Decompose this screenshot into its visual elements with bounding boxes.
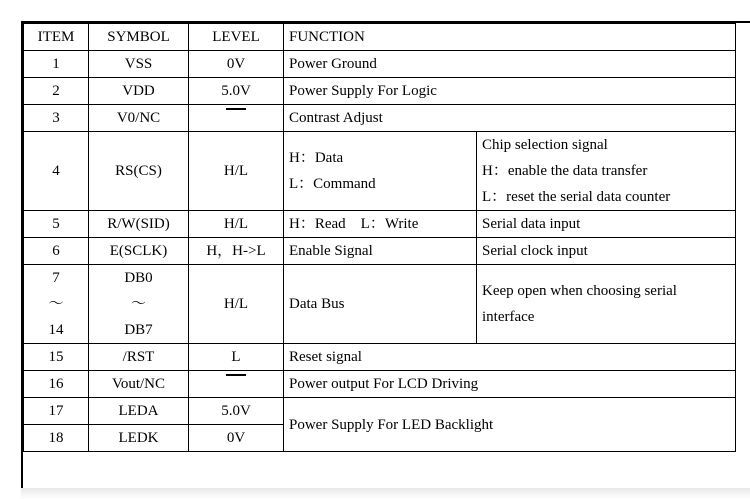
- symbol-cell: VSS: [89, 51, 189, 78]
- function-serial-cell: Serial clock input: [477, 238, 736, 265]
- item-cell: 15: [24, 344, 89, 371]
- level-cell: 5.0V: [189, 78, 284, 105]
- table-row: [24, 51, 736, 78]
- item-cell: 17: [24, 398, 89, 425]
- function-line: L：reset the serial data counter: [482, 189, 671, 205]
- table-row: [24, 371, 736, 398]
- level-cell: H，H->L: [189, 238, 284, 265]
- symbol-line: DB7: [124, 322, 153, 338]
- function-line: L：Command: [289, 176, 376, 192]
- item-cell: 5: [24, 211, 89, 238]
- symbol-line: DB0: [124, 270, 153, 286]
- function-parallel-cell: Data Bus: [284, 265, 477, 344]
- level-cell: H/L: [189, 211, 284, 238]
- table-row: [24, 344, 736, 371]
- symbol-cell: Vout/NC: [89, 371, 189, 398]
- function-parallel-cell: Enable Signal: [284, 238, 477, 265]
- function-cell-led-backlight: Power Supply For LED Backlight: [284, 398, 736, 452]
- item-cell: [24, 265, 89, 344]
- symbol-cell: VDD: [89, 78, 189, 105]
- table-row: [24, 78, 736, 105]
- function-line: H：enable the data transfer: [482, 163, 648, 179]
- function-serial-cell: [477, 132, 736, 211]
- item-cell: 16: [24, 371, 89, 398]
- function-serial-cell: Serial data input: [477, 211, 736, 238]
- item-line: ～: [48, 296, 64, 312]
- header-symbol: SYMBOL: [89, 24, 189, 51]
- level-cell: H/L: [189, 265, 284, 344]
- item-cell: 2: [24, 78, 89, 105]
- symbol-cell: LEDK: [89, 425, 189, 452]
- item-cell: 3: [24, 105, 89, 132]
- dash-mark: [226, 374, 246, 394]
- item-cell: 6: [24, 238, 89, 265]
- function-parallel-cell: [284, 132, 477, 211]
- header-level: LEVEL: [189, 24, 284, 51]
- table-row: [24, 265, 736, 344]
- function-line: Keep open when choosing serial: [482, 283, 677, 299]
- table-row: [24, 238, 736, 265]
- header-function: FUNCTION: [284, 24, 736, 51]
- function-cell: Power Supply For Logic: [284, 78, 736, 105]
- symbol-cell: R/W(SID): [89, 211, 189, 238]
- table-row: [24, 105, 736, 132]
- level-cell: H/L: [189, 132, 284, 211]
- symbol-line: ～: [130, 296, 146, 312]
- symbol-cell: E(SCLK): [89, 238, 189, 265]
- table-header-row: [24, 24, 736, 51]
- pin-function-table: [23, 23, 736, 452]
- table-row: [24, 132, 736, 211]
- dash-mark: [226, 108, 246, 128]
- item-cell: 4: [24, 132, 89, 211]
- level-cell: 5.0V: [189, 398, 284, 425]
- table-row: [24, 211, 736, 238]
- function-cell: Power output For LCD Driving: [284, 371, 736, 398]
- page-bottom-edge: [21, 488, 750, 499]
- symbol-cell: V0/NC: [89, 105, 189, 132]
- function-serial-cell: [477, 265, 736, 344]
- level-cell: 0V: [189, 425, 284, 452]
- level-cell: L: [189, 344, 284, 371]
- level-cell: [189, 371, 284, 398]
- symbol-cell: /RST: [89, 344, 189, 371]
- item-cell: 1: [24, 51, 89, 78]
- item-line: 7: [52, 270, 60, 286]
- function-cell: Power Ground: [284, 51, 736, 78]
- function-cell: Reset signal: [284, 344, 736, 371]
- symbol-cell: RS(CS): [89, 132, 189, 211]
- item-line: 14: [48, 322, 64, 338]
- function-line: interface: [482, 309, 535, 325]
- function-line: H：Data: [289, 150, 344, 166]
- symbol-cell: LEDA: [89, 398, 189, 425]
- function-line: Chip selection signal: [482, 137, 608, 153]
- level-cell: 0V: [189, 51, 284, 78]
- table-row: [24, 398, 736, 425]
- header-item: ITEM: [24, 24, 89, 51]
- function-parallel-cell: H：Read L：Write: [284, 211, 477, 238]
- symbol-cell: [89, 265, 189, 344]
- level-cell: [189, 105, 284, 132]
- function-cell: Contrast Adjust: [284, 105, 736, 132]
- item-cell: 18: [24, 425, 89, 452]
